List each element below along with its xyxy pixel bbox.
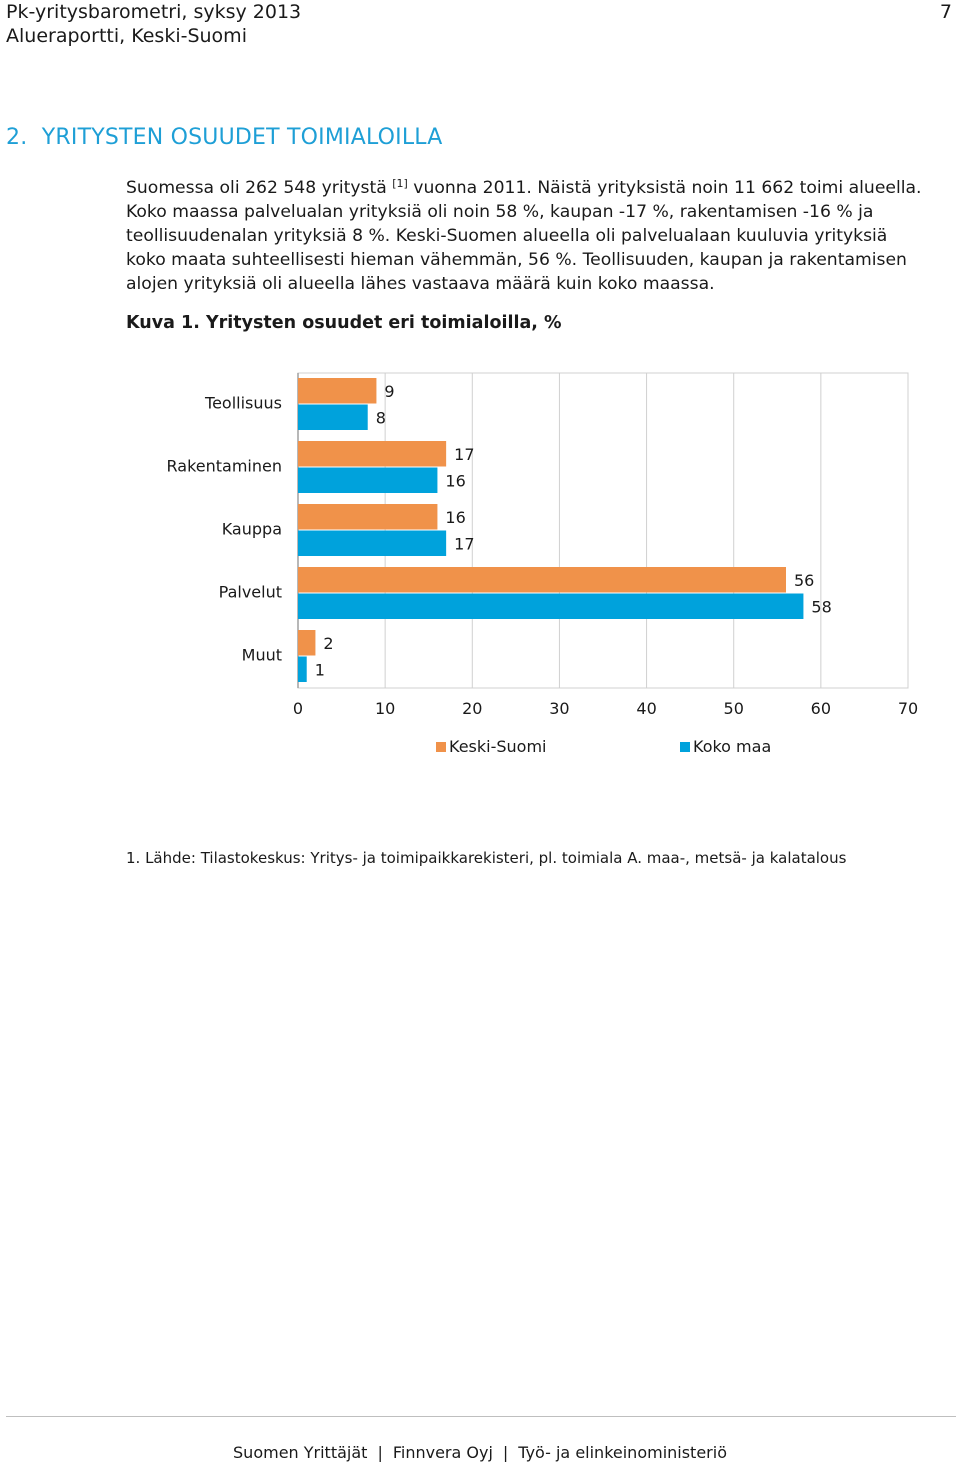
x-tick-label: 20 <box>462 699 483 718</box>
bar <box>298 657 307 683</box>
report-title: Pk-yritysbarometri, syksy 2013 <box>6 1 302 23</box>
body-paragraph <box>126 172 926 296</box>
bar <box>298 531 446 557</box>
report-subtitle: Alueraportti, Keski-Suomi <box>6 25 247 47</box>
section-number: 2. <box>6 125 28 150</box>
data-label: 17 <box>454 534 475 554</box>
footnote: 1. Lähde: Tilastokeskus: Yritys- ja toimipaikkarekisteri, pl. toimiala A. maa-, metsä- ja kalatalous <box>126 849 847 867</box>
data-label: 56 <box>794 570 815 590</box>
legend-swatch <box>436 742 446 752</box>
page-footer <box>0 1443 960 1462</box>
figure-caption: Kuva 1. Yritysten osuudet eri toimialoilla, % <box>126 313 562 333</box>
data-label: 16 <box>445 507 466 527</box>
category-label: Kauppa <box>221 519 282 539</box>
category-label: Palvelut <box>218 582 282 602</box>
bar <box>298 630 315 656</box>
footer-org-1: Suomen Yrittäjät <box>233 1443 368 1462</box>
bar <box>298 378 376 404</box>
page-number: 7 <box>939 1 952 23</box>
category-label: Rakentaminen <box>166 456 282 476</box>
footnote-ref[interactable]: [1] <box>392 177 408 190</box>
body-text-2: vuonna 2011. Näistä yrityksistä noin 11 662 toimi alueella. Koko maassa palvelualan yrityksiä oli noin 58 %, kaupan -17 %, rakentamisen -16 % ja teollisuudenalan yrityksiä 8 %. Keski-Suomen alueella oli palvelualaan kuuluvia yrityksiä koko maata suhteellisesti hieman vähemmän, 56 %. Teollisuuden, kaupan ja rakentamisen alojen yrityksiä oli alueella lähes vastaava määrä kuin koko maassa. <box>126 178 922 294</box>
x-tick-label: 30 <box>549 699 570 718</box>
bar <box>298 594 803 620</box>
legend-label: Keski-Suomi <box>449 737 547 756</box>
section-title: YRITYSTEN OSUUDET TOIMIALOILLA <box>41 125 443 150</box>
x-tick-label: 60 <box>810 699 832 718</box>
bar <box>298 468 437 494</box>
category-label: Muut <box>241 645 282 665</box>
data-label: 2 <box>323 633 334 653</box>
x-tick-label: 40 <box>636 699 657 718</box>
legend-label: Koko maa <box>693 737 772 756</box>
bar <box>298 405 368 431</box>
x-tick-label: 70 <box>897 699 919 718</box>
footer-separator: | <box>502 1443 509 1462</box>
legend-swatch <box>680 742 690 752</box>
footer-separator: | <box>377 1443 383 1462</box>
data-label: 58 <box>811 597 832 617</box>
data-label: 16 <box>445 471 466 491</box>
data-label: 8 <box>375 408 386 428</box>
x-tick-label: 50 <box>723 699 744 718</box>
bar <box>298 504 437 530</box>
bar-chart <box>0 360 960 780</box>
section-heading <box>6 125 443 150</box>
footer-divider <box>6 1416 956 1417</box>
footer-org-2: Finnvera Oyj <box>392 1443 493 1462</box>
x-tick-label: 10 <box>374 699 396 718</box>
data-label: 1 <box>314 660 325 680</box>
x-tick-label: 0 <box>292 699 304 718</box>
category-label: Teollisuus <box>205 393 282 413</box>
data-label: 9 <box>384 381 395 401</box>
page-header <box>6 0 301 48</box>
data-label: 17 <box>454 444 475 464</box>
footer-org-3: Työ- ja elinkeinoministeriö <box>518 1443 727 1462</box>
bar <box>298 441 446 467</box>
body-text-1: Suomessa oli 262 548 yritystä <box>126 178 393 198</box>
bar <box>298 567 786 593</box>
